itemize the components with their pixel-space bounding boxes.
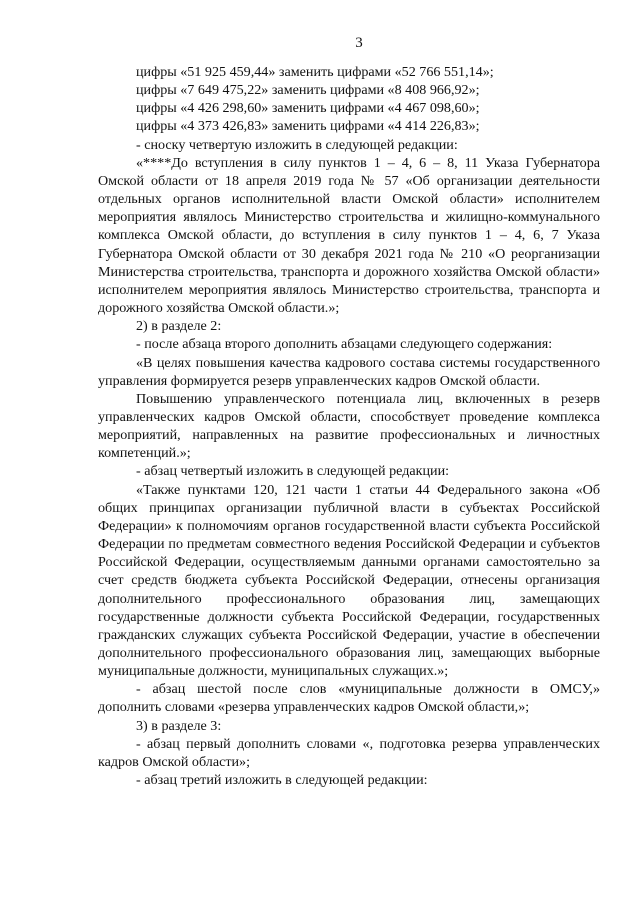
paragraph-footnote-instruction: - сноску четвертую изложить в следующей редакции: [136, 136, 458, 153]
paragraph-first-instruction: - абзац первый дополнить словами «, подготовка резерва управленческих кадров Омской области»; [98, 735, 600, 770]
paragraph-reserve-potential: Повышению управленческого потенциала лиц, включенных в резерв управленческих кадров Омской области, способствует проведение комплекса мероприятий, направленных на развитие профессиональных и личностных компетенций.»; [98, 390, 600, 462]
paragraph-third-instruction: - абзац третий изложить в следующей редакции: [136, 772, 428, 789]
paragraph-federal-law: «Также пунктами 120, 121 части 1 статьи 44 Федерального закона «Об общих принципах организации публичной власти в субъектах Российской Федерации» к полномочиям органов государственной власти субъекта Российской Федерации по предметам совместного ведения Российской Федерации и субъектов Российской Федерации, осуществляемым данными органами самостоятельно за счет средств бюджета субъекта Российской Федерации, отнесены организация дополнительного профессионального образования лиц, замещающих государственные должности субъекта Российской Федерации, государственных гражданских служащих субъекта Российской Федерации, участие в обеспечении дополнительного профессионального образования лиц, замещающих выборные муниципальные должности, муниципальных служащих.»; [98, 481, 600, 680]
paragraph-replace-digits-3: цифры «4 426 298,60» заменить цифрами «4 467 098,60»; [136, 100, 480, 117]
paragraph-replace-digits-2: цифры «7 649 475,22» заменить цифрами «8 408 966,92»; [136, 82, 480, 99]
paragraph-fourth-instruction: - абзац четвертый изложить в следующей редакции: [136, 463, 450, 480]
paragraph-section-3-heading: 3) в разделе 3: [136, 717, 222, 734]
paragraph-sixth-instruction: - абзац шестой после слов «муниципальные должности в ОМСУ,» дополнить словами «резерва управленческих кадров Омской области,»; [98, 681, 600, 716]
paragraph-replace-digits-4: цифры «4 373 426,83» заменить цифрами «4 414 226,83»; [136, 118, 480, 135]
paragraph-footnote-text: «****До вступления в силу пунктов 1 – 4, 6 – 8, 11 Указа Губернатора Омской области от 18 апреля 2019 года № 57 «Об организации деятельности отдельных органов исполнительной власти Омской области» исполнителем мероприятия являлось Министерство строительства и жилищно-коммунального комплекса Омской области, до вступления в силу пунктов 1 – 4, 6, 7 Указа Губернатора Омской области от 30 декабря 2021 года № 210 «О реорганизации Министерства строительства, транспорта и дорожного хозяйства Омской области» исполнителем мероприятия являлось Министерство строительства, транспорта и дорожного хозяйства Омской области.»; [98, 154, 600, 317]
paragraph-replace-digits-1: цифры «51 925 459,44» заменить цифрами «52 766 551,14»; [136, 64, 494, 80]
paragraph-reserve-formation: «В целях повышения качества кадрового состава системы государственного управления формируется резерв управленческих кадров Омской области. [98, 354, 600, 389]
document-body [98, 63, 600, 789]
page-number: 3 [355, 35, 363, 51]
paragraph-section-2-heading: 2) в разделе 2: [136, 318, 222, 335]
paragraph-add-after-second: - после абзаца второго дополнить абзацами следующего содержания: [136, 336, 553, 353]
